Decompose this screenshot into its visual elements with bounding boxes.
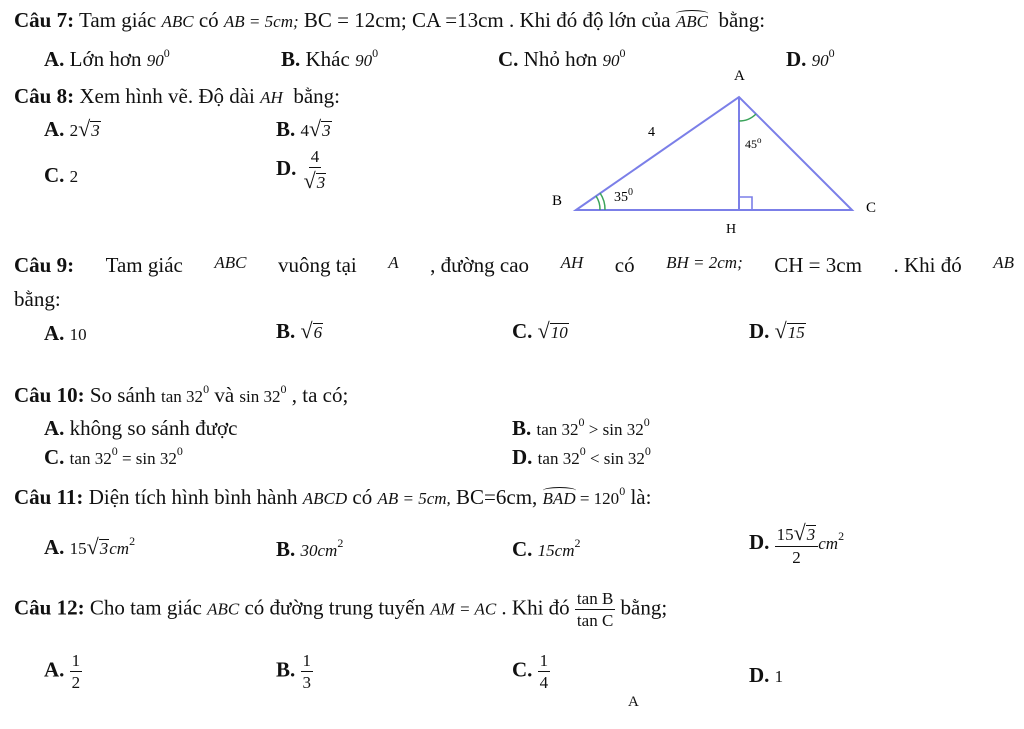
q11-end: là: bbox=[630, 485, 652, 509]
q7-d-val: 90 bbox=[811, 51, 829, 70]
q8-option-c[interactable] bbox=[44, 164, 78, 187]
q7-b-text: Khác bbox=[305, 47, 350, 71]
q11-angle: BAD bbox=[542, 489, 576, 508]
q10-b-letter: B. bbox=[512, 416, 532, 440]
q8-label: Câu 8: bbox=[14, 84, 75, 108]
q12-c-num: 1 bbox=[539, 651, 549, 670]
q9-stem bbox=[14, 254, 1014, 277]
q9-text4: có bbox=[614, 253, 635, 277]
q7-b-letter: B. bbox=[281, 47, 301, 71]
q7-label: Câu 7: bbox=[14, 8, 75, 32]
q10-d-letter: D. bbox=[512, 445, 533, 469]
q10-va: và bbox=[214, 383, 235, 407]
q9-vert: A bbox=[388, 253, 399, 272]
q9-c-letter: C. bbox=[512, 319, 533, 343]
q10-c-rhs: sin 32 bbox=[135, 449, 177, 468]
q11-c-exp: 2 bbox=[574, 536, 581, 550]
q11-c-val: 15cm bbox=[537, 541, 575, 560]
q8-d-num: 4 bbox=[310, 147, 320, 166]
q12-option-d[interactable] bbox=[749, 664, 783, 687]
q12-option-b[interactable] bbox=[276, 652, 313, 691]
q8-option-a[interactable]: A. 2 √ 3 bbox=[44, 116, 100, 141]
q11-b-letter: B. bbox=[276, 537, 296, 561]
q9-b-rad: 6 bbox=[313, 323, 323, 343]
q7-co: có bbox=[198, 8, 219, 32]
q12-d-val: 1 bbox=[774, 667, 784, 686]
angle-b-arc-2 bbox=[600, 193, 605, 210]
q12-text2: có đường trung tuyến bbox=[244, 595, 425, 620]
q12-c-letter: C. bbox=[512, 657, 533, 682]
q8-option-b[interactable]: B. 4 √ 3 bbox=[276, 116, 331, 141]
q7-stem bbox=[14, 9, 765, 32]
q7-c-deg: 0 bbox=[619, 46, 626, 60]
q8-b-rad: 3 bbox=[322, 121, 331, 141]
q8-end: bằng: bbox=[293, 84, 340, 108]
q11-d-den: 2 bbox=[792, 548, 801, 567]
q11-co: có bbox=[352, 485, 373, 509]
q7-b-deg: 0 bbox=[372, 46, 379, 60]
q11-b-val: 30cm bbox=[300, 541, 338, 560]
q11-c-letter: C. bbox=[512, 537, 533, 561]
q10-option-a[interactable] bbox=[44, 417, 237, 440]
q9-text2: vuông tại bbox=[278, 253, 357, 277]
q7-d-deg: 0 bbox=[828, 46, 835, 60]
q9-option-a[interactable] bbox=[44, 322, 87, 345]
q9-text1: Tam giác bbox=[105, 253, 183, 277]
q8-option-d[interactable]: D. 4 √ 3 bbox=[276, 147, 326, 193]
q8-a-coef: 2 bbox=[69, 121, 79, 140]
q9-ab: AB bbox=[993, 253, 1014, 272]
q10-option-d[interactable] bbox=[512, 446, 651, 469]
q9-option-d[interactable]: D. √ 15 bbox=[749, 318, 805, 343]
q9-text5: . Khi đó bbox=[893, 253, 962, 277]
q11-shape: ABCD bbox=[302, 489, 348, 508]
q7-a-letter: A. bbox=[44, 47, 65, 71]
q11-d-letter: D. bbox=[749, 529, 770, 554]
q10-c-deg1: 0 bbox=[111, 444, 118, 458]
q10-sin: sin 32 bbox=[239, 387, 281, 406]
q12-den: tan C bbox=[576, 611, 614, 630]
q12-stem bbox=[14, 590, 667, 629]
q9-line2: bằng: bbox=[14, 287, 61, 311]
q7-a-val: 90 bbox=[146, 51, 164, 70]
q8-a-rad: 3 bbox=[91, 121, 100, 141]
label-side-ab: 4 bbox=[648, 125, 655, 140]
q9-bh: BH = 2cm; bbox=[666, 253, 743, 272]
q7-option-b[interactable] bbox=[281, 48, 378, 71]
q11-a-coef: 15 bbox=[69, 539, 87, 558]
q10-b-rhs: sin 32 bbox=[602, 420, 644, 439]
q10-b-deg1: 0 bbox=[578, 415, 585, 429]
q10-stem bbox=[14, 384, 348, 407]
q9-d-letter: D. bbox=[749, 319, 770, 343]
q7-angle: ABC bbox=[675, 12, 708, 31]
q12-tri: ABC bbox=[207, 599, 240, 619]
q10-b-lhs: tan 32 bbox=[536, 420, 579, 439]
q10-option-b[interactable] bbox=[512, 417, 650, 440]
q9-tri: ABC bbox=[214, 253, 247, 272]
q10-a-text: không so sánh được bbox=[69, 416, 238, 440]
label-h: H bbox=[726, 222, 737, 237]
angle-a-arc bbox=[739, 114, 756, 121]
label-angle-a: 45$^o$ bbox=[745, 135, 762, 151]
q7-d-letter: D. bbox=[786, 47, 807, 71]
q8-b-letter: B. bbox=[276, 117, 296, 141]
q8-a-letter: A. bbox=[44, 117, 65, 141]
q8-d-letter: D. bbox=[276, 155, 297, 180]
q8-text: Xem hình vẽ. Độ dài bbox=[79, 84, 255, 108]
right-angle-mark bbox=[739, 197, 752, 210]
q12-text3: . Khi đó bbox=[501, 595, 570, 620]
q11-d-exp: 2 bbox=[838, 528, 845, 543]
q8-c-letter: C. bbox=[44, 163, 65, 187]
q12-option-c[interactable] bbox=[512, 652, 550, 691]
q12-b-letter: B. bbox=[276, 657, 296, 682]
q7-a-deg: 0 bbox=[163, 46, 170, 60]
q7-ab: AB = 5cm; bbox=[223, 12, 299, 31]
q12-a-den: 2 bbox=[71, 673, 81, 692]
q7-b-val: 90 bbox=[355, 51, 373, 70]
q8-d-rad: 3 bbox=[316, 173, 326, 193]
q11-label: Câu 11: bbox=[14, 485, 84, 509]
q8-seg: AH bbox=[260, 88, 283, 107]
q9-b-letter: B. bbox=[276, 319, 296, 343]
q12-option-a[interactable] bbox=[44, 652, 82, 691]
q12-a-num: 1 bbox=[71, 651, 81, 670]
label-angle-b: $35^0$ bbox=[614, 187, 633, 205]
q7-end: bằng: bbox=[718, 8, 766, 32]
q12-label: Câu 12: bbox=[14, 595, 85, 620]
q10-tan: tan 32 bbox=[161, 387, 204, 406]
q12-b-den: 3 bbox=[302, 673, 312, 692]
q9-a-val: 10 bbox=[69, 325, 87, 344]
q12-eq: AM = AC bbox=[430, 599, 497, 619]
q7-c-val: 90 bbox=[602, 51, 620, 70]
q9-text3: , đường cao bbox=[430, 253, 530, 277]
q12-num: tan B bbox=[576, 589, 614, 608]
q10-c-op: = bbox=[117, 449, 136, 468]
q11-bc: BC=6cm, bbox=[456, 485, 538, 509]
q11-d-num: 15 bbox=[776, 525, 794, 544]
q12-end: bằng; bbox=[620, 595, 668, 620]
q10-label: Câu 10: bbox=[14, 383, 85, 407]
q10-option-c[interactable] bbox=[44, 446, 183, 469]
q11-a-exp: 2 bbox=[129, 534, 136, 548]
q10-a-letter: A. bbox=[44, 416, 65, 440]
q12-c-den: 4 bbox=[539, 673, 549, 692]
q10-sin-deg: 0 bbox=[280, 382, 287, 396]
q11-option-c[interactable] bbox=[512, 538, 581, 561]
q10-text: So sánh bbox=[89, 383, 156, 407]
q11-a-unit: cm bbox=[109, 539, 130, 558]
q10-end: , ta có; bbox=[291, 383, 349, 407]
q11-b-exp: 2 bbox=[337, 536, 344, 550]
angle-b-arc-1 bbox=[596, 196, 600, 210]
q7-triangle: ABC bbox=[161, 12, 194, 31]
q11-d-unit: cm bbox=[818, 533, 839, 553]
q10-c-letter: C. bbox=[44, 445, 65, 469]
label-a: A bbox=[734, 68, 745, 84]
q11-option-d[interactable]: D. 15 √ 3 2 $cm^2$ bbox=[749, 520, 845, 567]
q12-d-letter: D. bbox=[749, 663, 770, 687]
q9-option-b[interactable]: B. √ 6 bbox=[276, 318, 323, 343]
q11-a-letter: A. bbox=[44, 535, 65, 559]
q9-a-letter: A. bbox=[44, 321, 65, 345]
q9-label: Câu 9: bbox=[14, 253, 75, 277]
q8-c-coef: 2 bbox=[69, 167, 79, 186]
q11-stem bbox=[14, 486, 651, 509]
q12-text: Cho tam giác bbox=[89, 595, 202, 620]
q7-c-text: Nhỏ hơn bbox=[523, 47, 598, 71]
q7-c-letter: C. bbox=[498, 47, 519, 71]
q8-stem bbox=[14, 85, 340, 108]
q10-d-deg1: 0 bbox=[579, 444, 586, 458]
q10-d-lhs: tan 32 bbox=[537, 449, 580, 468]
q9-alt: AH bbox=[560, 253, 584, 272]
q10-tan-deg: 0 bbox=[203, 382, 210, 396]
q11-option-a[interactable]: A. 15 √ 3 $cm^2$ bbox=[44, 534, 136, 559]
q11-option-b[interactable] bbox=[276, 538, 343, 561]
q11-deg: 0 bbox=[619, 484, 626, 498]
q11-ab: AB = 5cm, bbox=[377, 489, 451, 508]
q10-c-lhs: tan 32 bbox=[69, 449, 112, 468]
q10-b-deg2: 0 bbox=[643, 415, 650, 429]
stray-label-a: A bbox=[628, 694, 639, 710]
triangle-figure bbox=[540, 64, 900, 244]
q11-a-rad: 3 bbox=[99, 539, 109, 559]
q7-a-text: Lớn hơn bbox=[69, 47, 142, 71]
q9-ch: CH = 3cm bbox=[774, 253, 862, 277]
q12-b-num: 1 bbox=[302, 651, 312, 670]
q9-d-rad: 15 bbox=[787, 323, 805, 343]
q10-d-rhs: sin 32 bbox=[603, 449, 645, 468]
q10-d-op: < bbox=[585, 449, 604, 468]
q8-b-coef: 4 bbox=[300, 121, 310, 140]
q10-d-deg2: 0 bbox=[644, 444, 651, 458]
label-c: C bbox=[866, 200, 877, 216]
label-b: B bbox=[552, 193, 563, 209]
q7-text: Tam giác bbox=[78, 8, 157, 32]
q12-a-letter: A. bbox=[44, 657, 65, 682]
q11-angle-val: = 120 bbox=[575, 489, 620, 508]
q7-rest: BC = 12cm; CA =13cm . Khi đó độ lớn của bbox=[303, 8, 671, 32]
q7-option-a[interactable] bbox=[44, 48, 170, 71]
q10-c-deg2: 0 bbox=[176, 444, 183, 458]
q11-d-rad: 3 bbox=[806, 525, 816, 545]
q10-b-op: > bbox=[584, 420, 603, 439]
q9-c-rad: 10 bbox=[550, 323, 568, 343]
q11-text: Diện tích hình bình hành bbox=[88, 485, 298, 509]
q9-option-c[interactable]: C. √ 10 bbox=[512, 318, 568, 343]
